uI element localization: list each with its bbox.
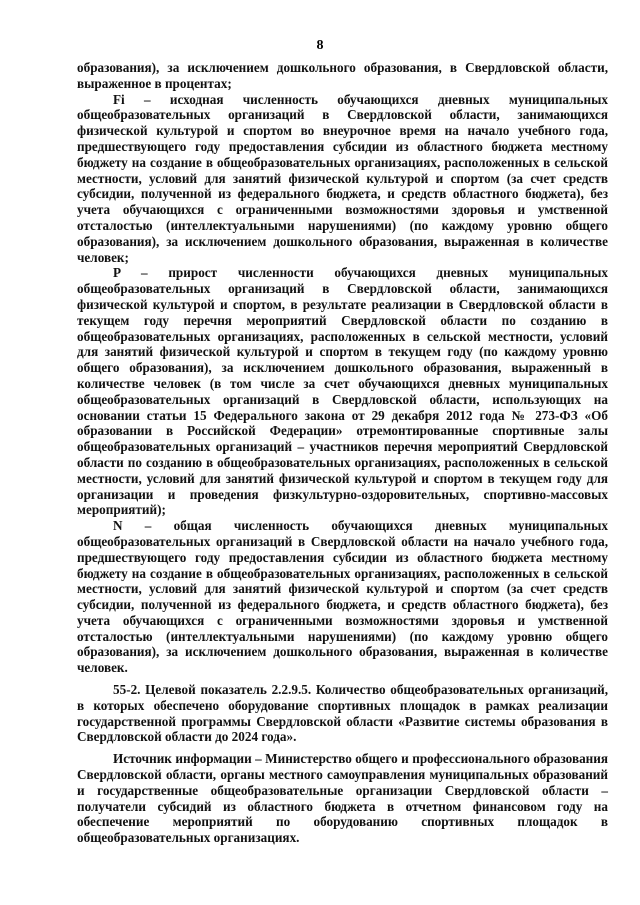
- paragraph-information-source: Источник информации – Министерство общего и профессионального образования Свердловской области, органы местного самоуправления муниципальных образований и государственные общеобразовательные организации Свердловской области – получатели субсидий из областного бюджета в отчетном финансовом году на обеспечение мероприятий по оборудованию спортивных площадок в общеобразовательных организациях.: [77, 751, 608, 846]
- paragraph-target-indicator: 55-2. Целевой показатель 2.2.9.5. Количество общеобразовательных организаций, в которых обеспечено оборудование спортивных площадок в рамках реализации государственной программы Свердловской области «Развитие системы образования в Свердловской области до 2024 года».: [77, 682, 608, 745]
- document-body: [77, 60, 608, 846]
- paragraph-continuation: образования), за исключением дошкольного образования, в Свердловской области, выраженное в процентах;: [77, 60, 608, 91]
- page-number: 8: [316, 38, 324, 53]
- paragraph-p-definition: P – прирост численности обучающихся дневных муниципальных общеобразовательных организаций в Свердловской области, занимающихся физической культурой и спортом, в результате реализации в Свердловской области в текущем году перечня мероприятий Свердловской области по созданию в общеобразовательных организациях, расположенных в сельской местности, условий для занятий физической культурой и спортом в текущем году (по каждому уровню общего образования), за исключением дошкольного образования, выраженный в количестве человек (в том числе за счет обучающихся дневных муниципальных общеобразовательных организаций в Свердловской области, использующих на основании статьи 15 Федерального закона от 29 декабря 2012 года № 273-ФЗ «Об образовании в Российской Федерации» отремонтированные спортивные залы общеобразовательных организаций – участников перечня мероприятий Свердловской области по созданию в общеобразовательных организациях, расположенных в сельской местности, условий для занятий физической культурой и спортом в текущем году для организации и проведения физкультурно-оздоровительных, спортивно-массовых мероприятий);: [77, 265, 608, 518]
- paragraph-n-definition: N – общая численность обучающихся дневных муниципальных общеобразовательных организаций в Свердловской области на начало учебного года, предшествующего году предоставления субсидии из областного бюджета местному бюджету на создание в общеобразовательных организациях, расположенных в сельской местности, условий для занятий физической культурой и спортом (за счет средств субсидии, полученной из федерального бюджета, и средств областного бюджета), без учета обучающихся с ограниченными возможностями здоровья и умственной отсталостью (интеллектуальными нарушениями) (по каждому уровню общего образования), за исключением дошкольного образования, выраженная в количестве человек.: [77, 518, 608, 676]
- paragraph-fi-definition: Fi – исходная численность обучающихся дневных муниципальных общеобразовательных организаций в Свердловской области, занимающихся физической культурой и спортом во внеурочное время на начало учебного года, предшествующего году предоставления субсидии из областного бюджета местному бюджету на создание в общеобразовательных организациях, расположенных в сельской местности, условий для занятий физической культурой и спортом (за счет средств субсидии, полученной из федерального бюджета, и средств областного бюджета), без учета обучающихся с ограниченными возможностями здоровья и умственной отсталостью (интеллектуальными нарушениями) (по каждому уровню общего образования), за исключением дошкольного образования, выраженная в количестве человек;: [77, 91, 608, 265]
